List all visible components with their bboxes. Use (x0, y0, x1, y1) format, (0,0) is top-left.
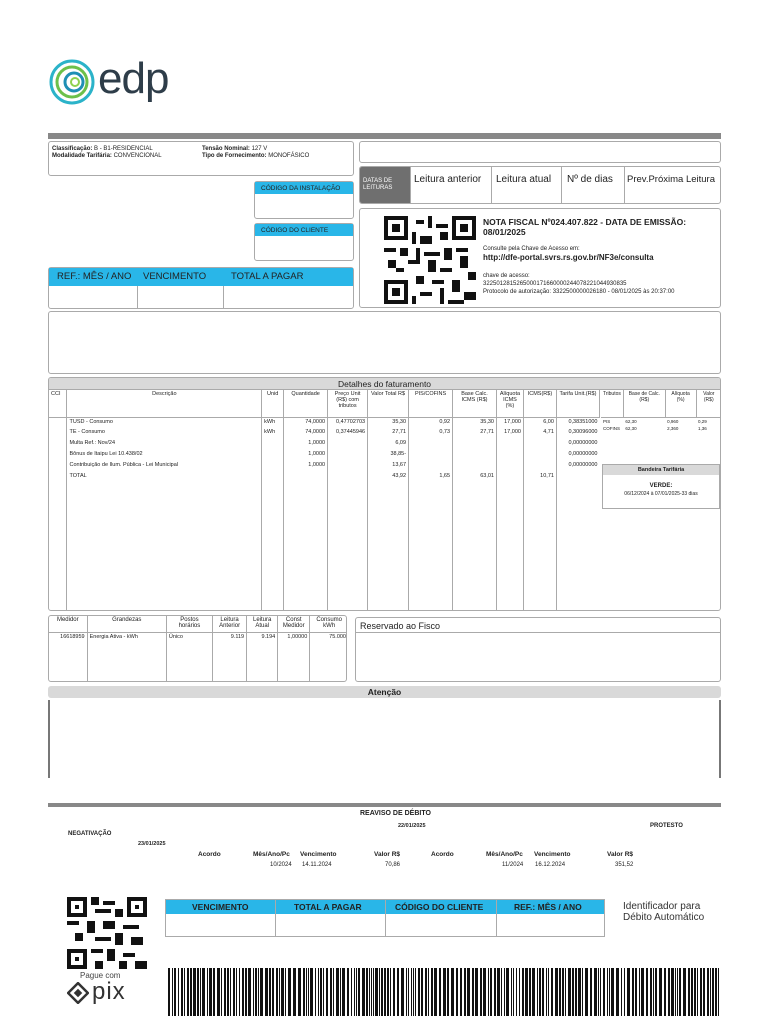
medidor-table: Medidor Grandezas Postos horários Leitura Anterior Leitura Atual Const Medidor Consumo kWh 16618959 Energia Ativa - kWh Único 9.119 9.194 1,00000 75.000 (49, 616, 347, 682)
barcode-bar (308, 968, 309, 1016)
barcode-bar (525, 968, 528, 1016)
barcode-bar (269, 968, 271, 1016)
barcode-bar (285, 968, 286, 1016)
barcode-bar (451, 968, 454, 1016)
faturamento-table: CCI Descrição Unid Quantidade Preço Unit (R$) com tributos Valor Total R$ PIS/COFINS Base Calc. ICMS (R$) Alíquota ICMS (%) ICMS(R$) Tarifa Unit.(R$) TUSD - Consumo kWh 74,0000 0,47702703 35,30 0,92 35,30 17,000 6,00 0,38351000 TE - Consumo kWh 74,0000 0,37445946 27,71 0,73 27,71 17,000 4,71 0,30096000 Multa Ref.: Nov/24 1,0000 6,09 0,00000000 Bônus de Itaipu Lei 10.438/02 1,0000 38,85- 0,00000000 Contribuição de Ilum. Pública - Lei Municipal 1,0000 13,67 0,00000000 TOTAL 43,92 1,65 63,01 10,71 (49, 390, 600, 611)
atencao-right-line (719, 700, 721, 778)
barcode-bar (333, 968, 334, 1016)
barcode-bar (202, 968, 205, 1016)
barcode-bar (703, 968, 705, 1016)
barcode-bar (260, 968, 263, 1016)
barcode-bar (650, 968, 652, 1016)
tributo-row: PIS 62,30 0,960 0,29 (603, 418, 707, 424)
edp-logo (48, 54, 188, 108)
barcode-bar (428, 968, 429, 1016)
barcode-bar (406, 968, 407, 1016)
ref-venc-total-box (48, 267, 354, 309)
barcode-bar (671, 968, 674, 1016)
barcode-bar (664, 968, 666, 1016)
barcode-bar (200, 968, 201, 1016)
barcode-bar (598, 968, 599, 1016)
barcode-bar (456, 968, 458, 1016)
barcode-bar (397, 968, 399, 1016)
barcode-bar (522, 968, 524, 1016)
barcode-bar (248, 968, 251, 1016)
barcode-bar (224, 968, 226, 1016)
barcode-bar (483, 968, 486, 1016)
barcode-bar (193, 968, 196, 1016)
barcode-bar (375, 968, 378, 1016)
barcode-bar (655, 968, 657, 1016)
barcode-bar (585, 968, 588, 1016)
pix-logo-icon (67, 982, 89, 1004)
barcode-bar (632, 968, 634, 1016)
logo-text: edp (98, 54, 169, 103)
barcode-bar (516, 968, 517, 1016)
barcode-bar (568, 968, 571, 1016)
identificador-label: Identificador para Débito Automático (623, 901, 705, 923)
barcode-bar (497, 968, 500, 1016)
barcode-bar (390, 968, 391, 1016)
barcode-bar (710, 968, 711, 1016)
barcode-bar (362, 968, 365, 1016)
barcode-bar (366, 968, 368, 1016)
barcode-bar (694, 968, 696, 1016)
barcode-bar (384, 968, 386, 1016)
faturamento-row: TUSD - Consumo kWh 74,0000 0,47702703 35,30 0,92 35,30 17,000 6,00 0,38351000 (49, 417, 600, 428)
pix-text: pix (92, 978, 126, 1005)
barcode-bar (439, 968, 441, 1016)
barcode-bar (565, 968, 566, 1016)
faturamento-row: TE - Consumo kWh 74,0000 0,37445946 27,71 0,73 27,71 17,000 4,71 0,30096000 (49, 428, 600, 439)
barcode-bar (236, 968, 237, 1016)
barcode-bar (700, 968, 702, 1016)
pix-qr-code-icon (67, 897, 147, 969)
barcode-bar (529, 968, 531, 1016)
barcode-bar (578, 968, 581, 1016)
barcode-bar (381, 968, 383, 1016)
qr-code-icon (384, 216, 476, 304)
barcode-bar (641, 968, 644, 1016)
message-box (48, 311, 721, 374)
barcode-bar (178, 968, 179, 1016)
atencao-left-line (48, 700, 50, 778)
barcode-bar (504, 968, 505, 1016)
barcode-bar (712, 968, 714, 1016)
barcode-bar (197, 968, 199, 1016)
barcode-bar (221, 968, 222, 1016)
barcode-bar (572, 968, 574, 1016)
barcode-bar (475, 968, 478, 1016)
barcode-bar (679, 968, 681, 1016)
barcode-bar (320, 968, 322, 1016)
barcode-bar (546, 968, 547, 1016)
barcode-bar (627, 968, 630, 1016)
barcode-bar (532, 968, 535, 1016)
barcode-bar (659, 968, 662, 1016)
barcode-bar (245, 968, 247, 1016)
barcode-bar (342, 968, 345, 1016)
barcode-bar (315, 968, 316, 1016)
barcode-bar (288, 968, 291, 1016)
barcode-bar (443, 968, 446, 1016)
barcode-bar (480, 968, 482, 1016)
barcode-bar (276, 968, 278, 1016)
barcode-bar (411, 968, 412, 1016)
barcode-bar (582, 968, 583, 1016)
barcode-bar (227, 968, 229, 1016)
barcode-bar (562, 968, 564, 1016)
barcode-bar (354, 968, 355, 1016)
barcode-bar (675, 968, 676, 1016)
barcode-bar (233, 968, 235, 1016)
barcode-bar (715, 968, 717, 1016)
barcode-bar (230, 968, 231, 1016)
barcode-bar (369, 968, 370, 1016)
barcode-bar (621, 968, 622, 1016)
barcode-bar (272, 968, 274, 1016)
barcode-bar (611, 968, 614, 1016)
barcode-bar (460, 968, 462, 1016)
barcode-bar (181, 968, 183, 1016)
barcode-bar (421, 968, 423, 1016)
barcode-bar (548, 968, 549, 1016)
barcode-bar (551, 968, 553, 1016)
reaviso-divider (48, 803, 721, 807)
barcode-bar (506, 968, 509, 1016)
barcode-bar (239, 968, 240, 1016)
barcode-bar (415, 968, 416, 1016)
detalhes-box: Detalhes do faturamento CCI Descrição Unid Quantidade Preço Unit (R$) com tributos Valor Total R$ PIS/COFINS Base Calc. ICMS (R$) Alíquota ICMS (%) ICMS(R$) Tarifa Unit.(R$) TUSD - Consumo kWh 74,0000 0,47702703 35,30 0,92 35,30 17,000 6,00 0,38351000 TE - Consumo kWh 74,0000 0,37445946 27,71 0,73 27,71 17,000 4,71 0,30096000 Multa Ref.: Nov/24 1,0000 6,09 0,00000000 Bônus de Itaipu Lei 10.438/02 1,0000 38,85- 0,00000000 Contribuição de Ilum. Pública - Lei Municipal 1,0000 13,67 0,00000000 TOTAL 43,92 1,65 63,01 10,71 Tributos Base de Calc. (R$) Alíquota (%) Valor (R$) PIS 62,30 0,960 0,29 COFINS 62,30 2,360 1,36 Bandeira Tarifária VERDE: 06/12/2024 à 07/01/2025-33 dias (48, 377, 721, 611)
faturamento-row: Multa Ref.: Nov/24 1,0000 6,09 0,00000000 (49, 439, 600, 450)
barcode-bar (467, 968, 470, 1016)
barcode-bar (255, 968, 257, 1016)
nota-fiscal-box: NOTA FISCAL Nº024.407.822 - DATA DE EMISSÃO: 08/01/2025 Consulte pela Chave de Acesso em: http://dfe-portal.svrs.rs.gov.br/NF3e/consulta chave de acesso: 32250128152650001716600002440782210449308​35 Protocolo de autorização: 3322500000026180 - 08/01/2025 às 20:37:00 (359, 208, 721, 308)
barcode-bar (265, 968, 268, 1016)
barcode-bar (603, 968, 605, 1016)
barcode-bar (447, 968, 449, 1016)
barcode-bar (207, 968, 208, 1016)
barcode-bar (616, 968, 619, 1016)
barcode-bar (537, 968, 538, 1016)
barcode-bar (379, 968, 380, 1016)
barcode-bar (639, 968, 640, 1016)
barcode-bar (575, 968, 577, 1016)
barcode-bar (594, 968, 597, 1016)
barcode-bar (371, 968, 372, 1016)
barcode-bar (697, 968, 698, 1016)
barcode-bar (555, 968, 558, 1016)
barcode-bar (340, 968, 341, 1016)
barcode-bar (387, 968, 389, 1016)
barcode-bar (172, 968, 173, 1016)
atencao-header: Atenção (48, 686, 721, 698)
bandeira-box: Bandeira Tarifária VERDE: 06/12/2024 à 07/01/2025-33 dias (602, 464, 720, 509)
barcode-bar (358, 968, 360, 1016)
barcode-bar (490, 968, 492, 1016)
barcode-bar (501, 968, 502, 1016)
barcode-bar (513, 968, 514, 1016)
barcode-bar (351, 968, 352, 1016)
barcode-bar (401, 968, 404, 1016)
barcode-bar (323, 968, 324, 1016)
barcode-bar (653, 968, 654, 1016)
barcode-bar (373, 968, 374, 1016)
barcode-bar (413, 968, 414, 1016)
barcode-bar (464, 968, 466, 1016)
faturamento-filler-row (49, 483, 600, 611)
barcode-bar (609, 968, 610, 1016)
barcode-bar (677, 968, 678, 1016)
barcode-bar (425, 968, 427, 1016)
codigo-cliente-box: CÓDIGO DO CLIENTE (254, 223, 354, 261)
barcode-bar (718, 968, 719, 1016)
barcode-bar (418, 968, 420, 1016)
client-info-box: Classificação: B - B1-RESIDENCIAL Modalidade Tarifária: CONVENCIONAL Tensão Nominal: 127 V Tipo de Fornecimento: MONOFÁSICO (48, 141, 354, 176)
top-right-empty-box (359, 141, 721, 163)
barcode-bar (624, 968, 625, 1016)
barcode-bar (688, 968, 690, 1016)
barcode-bar (691, 968, 693, 1016)
barcode-bar (242, 968, 244, 1016)
barcode-bar (213, 968, 215, 1016)
barcode-icon (168, 968, 720, 1016)
barcode-bar (434, 968, 437, 1016)
barcode-bar (303, 968, 305, 1016)
barcode-bar (559, 968, 561, 1016)
barcode-bar (511, 968, 512, 1016)
readings-box: DATAS DE LEITURAS Leitura anterior Leitura atual Nº de dias Prev.Próxima Leitura (359, 166, 721, 204)
barcode-bar (431, 968, 433, 1016)
barcode-bar (646, 968, 648, 1016)
barcode-bar (253, 968, 254, 1016)
barcode-bar (279, 968, 280, 1016)
barcode-bar (174, 968, 176, 1016)
medidor-box (48, 615, 347, 682)
barcode-bar (539, 968, 541, 1016)
barcode-bar (472, 968, 474, 1016)
barcode-bar (494, 968, 496, 1016)
barcode-bar (293, 968, 296, 1016)
barcode-bar (408, 968, 409, 1016)
barcode-bar (393, 968, 395, 1016)
barcode-bar (356, 968, 357, 1016)
barcode-bar (590, 968, 592, 1016)
barcode-bar (683, 968, 686, 1016)
barcode-bar (217, 968, 220, 1016)
barcode-bar (707, 968, 709, 1016)
barcode-bar (542, 968, 544, 1016)
barcode-bar (190, 968, 192, 1016)
barcode-bar (187, 968, 189, 1016)
barcode-bar (668, 968, 670, 1016)
barcode-bar (168, 968, 170, 1016)
vencimento-label: VENCIMENTO (143, 271, 207, 282)
barcode-bar (281, 968, 284, 1016)
barcode-bar (600, 968, 601, 1016)
tributo-row: COFINS 62,30 2,360 1,36 (603, 425, 707, 431)
barcode-bar (298, 968, 301, 1016)
barcode-bar (336, 968, 339, 1016)
barcode-bar (519, 968, 520, 1016)
fisco-box: Reservado ao Fisco (355, 617, 721, 682)
barcode-bar (607, 968, 608, 1016)
codigo-instalacao-box: CÓDIGO DA INSTALAÇÃO (254, 181, 354, 219)
tributos-table: Tributos Base de Calc. (R$) Alíquota (%) Valor (R$) PIS 62,30 0,960 0,29 COFINS 62,30 2,360 1,36 (601, 390, 721, 432)
top-divider (48, 133, 721, 139)
barcode-bar (347, 968, 349, 1016)
barcode-bar (326, 968, 328, 1016)
footer-payment-box: VENCIMENTO TOTAL A PAGAR CÓDIGO DO CLIENTE REF.: MÊS / ANO (165, 899, 605, 937)
barcode-bar (310, 968, 313, 1016)
edp-logo-icon (48, 58, 96, 106)
barcode-bar (635, 968, 637, 1016)
ref-mes-label: REF.: MÊS / ANO (57, 271, 132, 282)
barcode-bar (184, 968, 185, 1016)
barcode-bar (258, 968, 259, 1016)
barcode-bar (488, 968, 489, 1016)
faturamento-row: TOTAL 43,92 1,65 63,01 10,71 (49, 472, 600, 483)
barcode-bar (306, 968, 307, 1016)
faturamento-row: Bônus de Itaipu Lei 10.438/02 1,0000 38,85- 0,00000000 (49, 450, 600, 461)
faturamento-row: Contribuição de Ilum. Pública - Lei Municipal 1,0000 13,67 0,00000000 (49, 461, 600, 472)
total-pagar-label: TOTAL A PAGAR (231, 271, 304, 282)
barcode-bar (209, 968, 212, 1016)
barcode-bar (318, 968, 319, 1016)
barcode-bar (330, 968, 332, 1016)
